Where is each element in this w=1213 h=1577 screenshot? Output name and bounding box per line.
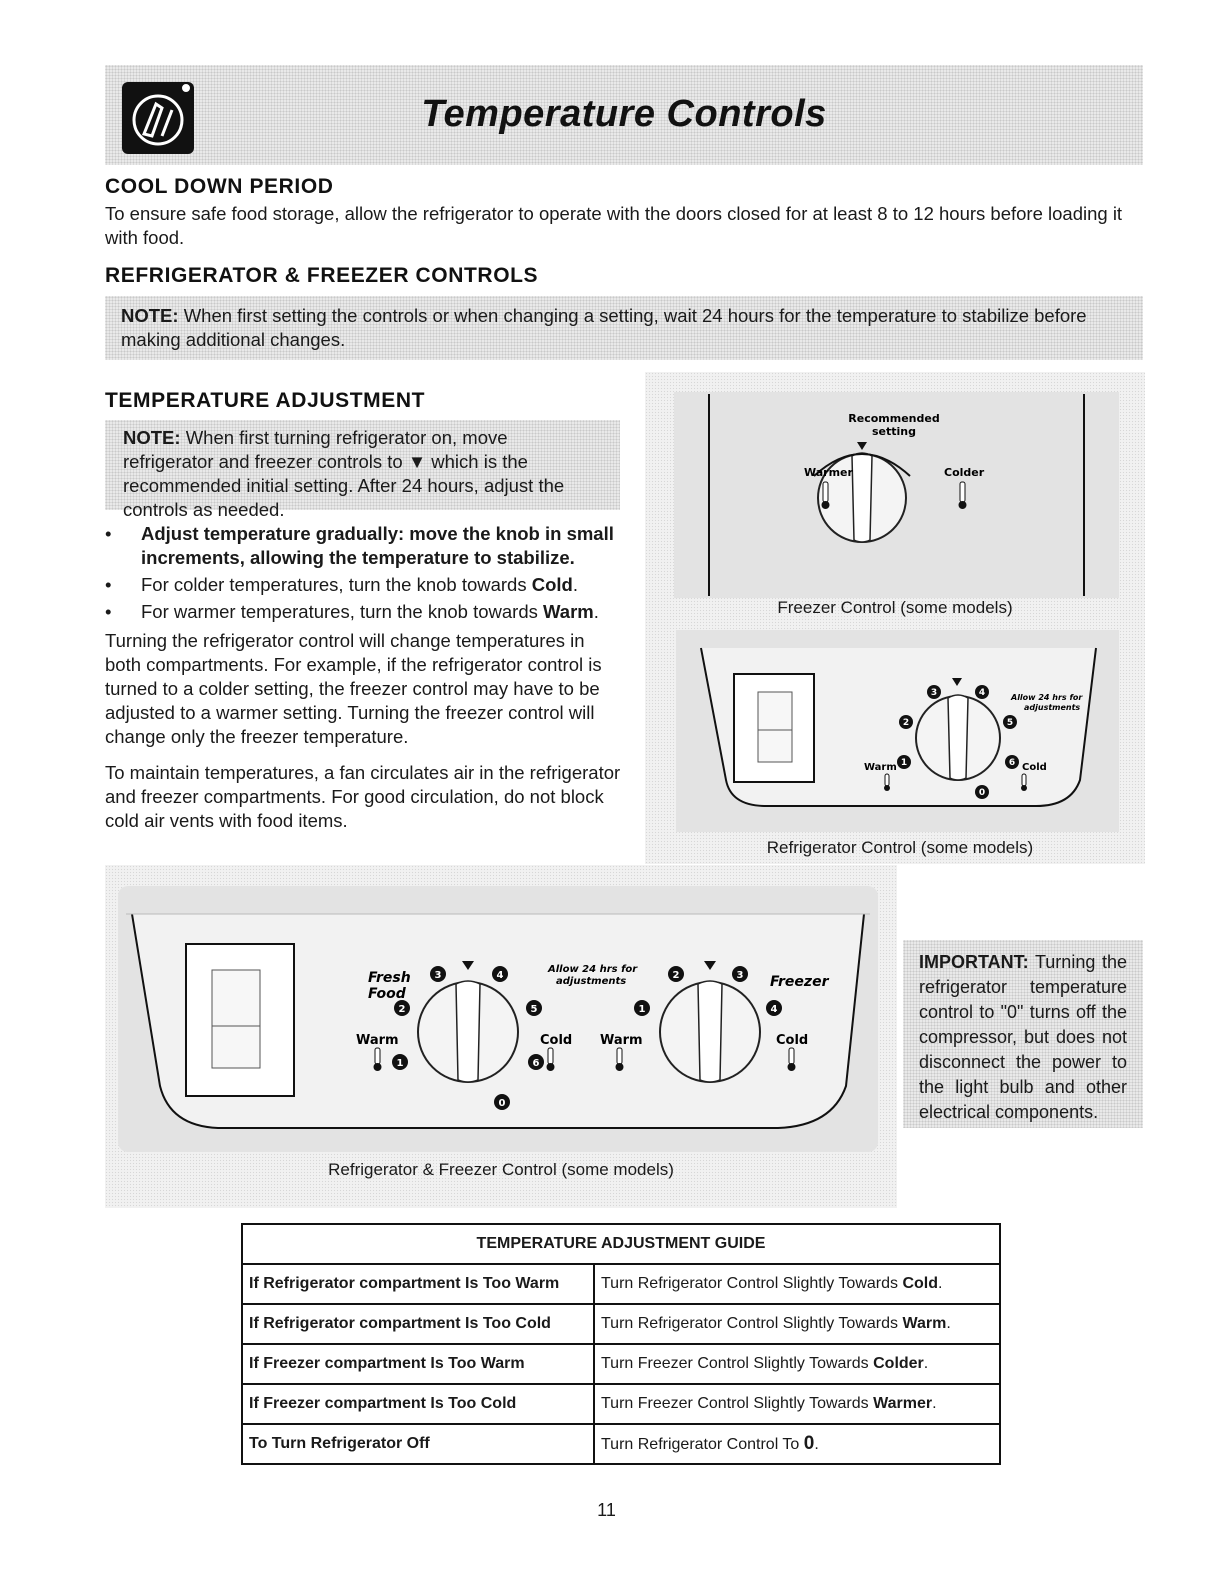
svg-text:5: 5 bbox=[1006, 718, 1014, 728]
page-number: 11 bbox=[597, 1500, 616, 1520]
controls-heading: REFRIGERATOR & FREEZER CONTROLS bbox=[105, 264, 539, 287]
adjustment-paragraph-2: To maintain temperatures, a fan circulates air in the refrigerator and freezer compartments. For good circulation, do not block cold air vents with food items. bbox=[105, 762, 621, 831]
svg-text:0: 0 bbox=[978, 788, 986, 798]
svg-text:2: 2 bbox=[398, 1004, 406, 1015]
warmer-label: Warmer bbox=[804, 466, 853, 479]
svg-text:2: 2 bbox=[672, 970, 680, 981]
adjustment-bullets bbox=[105, 522, 630, 627]
adjustment-heading: TEMPERATURE ADJUSTMENT bbox=[105, 389, 426, 412]
thermometer-icon bbox=[884, 774, 890, 791]
allow-label: Allow 24 hrs for bbox=[1011, 693, 1083, 702]
refrigerator-control-caption: Refrigerator Control (some models) bbox=[766, 838, 1034, 857]
freezer-label: Freezer bbox=[770, 974, 829, 990]
note-text: which is the recommended initial setting. After 24 hours, adjust the controls as needed. bbox=[123, 451, 565, 520]
refrigerator-freezer-control-figure bbox=[118, 886, 878, 1152]
colder-label: Colder bbox=[944, 466, 985, 479]
svg-text:6: 6 bbox=[1008, 758, 1016, 768]
temperature-adjustment-guide bbox=[241, 1223, 1001, 1465]
cool-down-text: To ensure safe food storage, allow the refrigerator to operate with the doors closed for at least 8 to 12 hours before loading it with food. bbox=[105, 203, 1123, 248]
page-title: Temperature Controls bbox=[421, 93, 827, 135]
svg-text:1: 1 bbox=[638, 1004, 646, 1015]
guide-title: TEMPERATURE ADJUSTMENT GUIDE bbox=[242, 1224, 1000, 1264]
list-item: • For warmer temperatures, turn the knob towards Warm. bbox=[105, 600, 630, 624]
recommended-label: Recommended bbox=[848, 412, 940, 425]
note-label: NOTE: bbox=[123, 427, 181, 448]
svg-text:1: 1 bbox=[396, 1058, 404, 1069]
thermometer-icon bbox=[374, 1048, 382, 1071]
recommended-label: setting bbox=[872, 425, 916, 438]
svg-text:4: 4 bbox=[770, 1004, 778, 1015]
freezer-control-figure bbox=[674, 392, 1119, 598]
list-item: • For colder temperatures, turn the knob towards Cold. bbox=[105, 573, 630, 597]
thermometer-icon bbox=[788, 1048, 796, 1071]
combo-control-caption: Refrigerator & Freezer Control (some models) bbox=[328, 1160, 674, 1179]
refrigerator-control-figure bbox=[676, 630, 1119, 832]
note-text: When first setting the controls or when changing a setting, wait 24 hours for the temperature to stabilize before making additional changes. bbox=[121, 305, 1087, 350]
svg-text:1: 1 bbox=[900, 758, 908, 768]
list-item: • Adjust temperature gradually: move the knob in small increments, allowing the temperature to stabilize. bbox=[105, 522, 630, 570]
important-text: Turning the refrigerator temperature control to "0" turns off the compressor, but does not disconnect the power to the light bulb and other electrical components. bbox=[919, 952, 1127, 1122]
adjustment-paragraph-1: Turning the refrigerator control will change temperatures in both compartments. For example, if the refrigerator control is turned to a colder setting, the freezer control may have to be adjusted to a warmer setting. Turning the freezer control will change only the freezer temperature. bbox=[105, 630, 602, 747]
table-row: If Freezer compartment Is Too Cold Turn Freezer Control Slightly Towards Warmer. bbox=[242, 1384, 1000, 1424]
svg-text:6: 6 bbox=[532, 1058, 540, 1069]
svg-text:0: 0 bbox=[498, 1098, 506, 1109]
svg-text:5: 5 bbox=[530, 1004, 538, 1015]
warm-label: Warm bbox=[864, 762, 897, 773]
cool-down-heading: COOL DOWN PERIOD bbox=[105, 175, 334, 198]
adjustment-note bbox=[105, 420, 620, 520]
svg-text:4: 4 bbox=[978, 688, 986, 698]
note-text: When first turning refrigerator on, move refrigerator and freezer controls to bbox=[123, 427, 508, 472]
fresh-food-label: Food bbox=[368, 986, 406, 1002]
thermometer-icon bbox=[616, 1048, 624, 1071]
cold-label: Cold bbox=[540, 1033, 573, 1048]
svg-text:3: 3 bbox=[736, 970, 744, 981]
cold-label: Cold bbox=[776, 1033, 809, 1048]
warm-label: Warm bbox=[600, 1033, 643, 1048]
allow-label: Allow 24 hrs for bbox=[548, 964, 638, 975]
important-note bbox=[903, 940, 1143, 1128]
recommended-setting-icon: ▼ bbox=[407, 451, 427, 472]
svg-text:3: 3 bbox=[930, 688, 938, 698]
warm-label: Warm bbox=[356, 1033, 399, 1048]
header-band bbox=[105, 65, 1143, 165]
controls-note bbox=[105, 296, 1143, 360]
svg-text:2: 2 bbox=[902, 718, 910, 728]
thermometer-icon bbox=[959, 482, 967, 509]
table-row: If Refrigerator compartment Is Too Warm Turn Refrigerator Control Slightly Towards Cold. bbox=[242, 1264, 1000, 1304]
table-row: If Refrigerator compartment Is Too Cold Turn Refrigerator Control Slightly Towards Warm. bbox=[242, 1304, 1000, 1344]
allow-label: adjustments bbox=[1024, 703, 1081, 712]
freezer-control-caption: Freezer Control (some models) bbox=[777, 598, 1013, 617]
table-row: If Freezer compartment Is Too Warm Turn Freezer Control Slightly Towards Colder. bbox=[242, 1344, 1000, 1384]
table-row: To Turn Refrigerator Off Turn Refrigerator Control To 0. bbox=[242, 1424, 1000, 1464]
cold-label: Cold bbox=[1022, 762, 1047, 773]
svg-text:4: 4 bbox=[496, 970, 504, 981]
thermometer-icon bbox=[822, 482, 830, 509]
svg-text:3: 3 bbox=[434, 970, 442, 981]
thermometer-icon bbox=[547, 1048, 555, 1071]
thermometer-icon bbox=[1021, 774, 1027, 791]
fresh-food-label: Fresh bbox=[368, 970, 411, 986]
hand-thermometer-icon bbox=[122, 82, 194, 154]
important-label: IMPORTANT: bbox=[919, 952, 1029, 972]
allow-label: adjustments bbox=[556, 976, 627, 987]
note-label: NOTE: bbox=[121, 305, 179, 326]
